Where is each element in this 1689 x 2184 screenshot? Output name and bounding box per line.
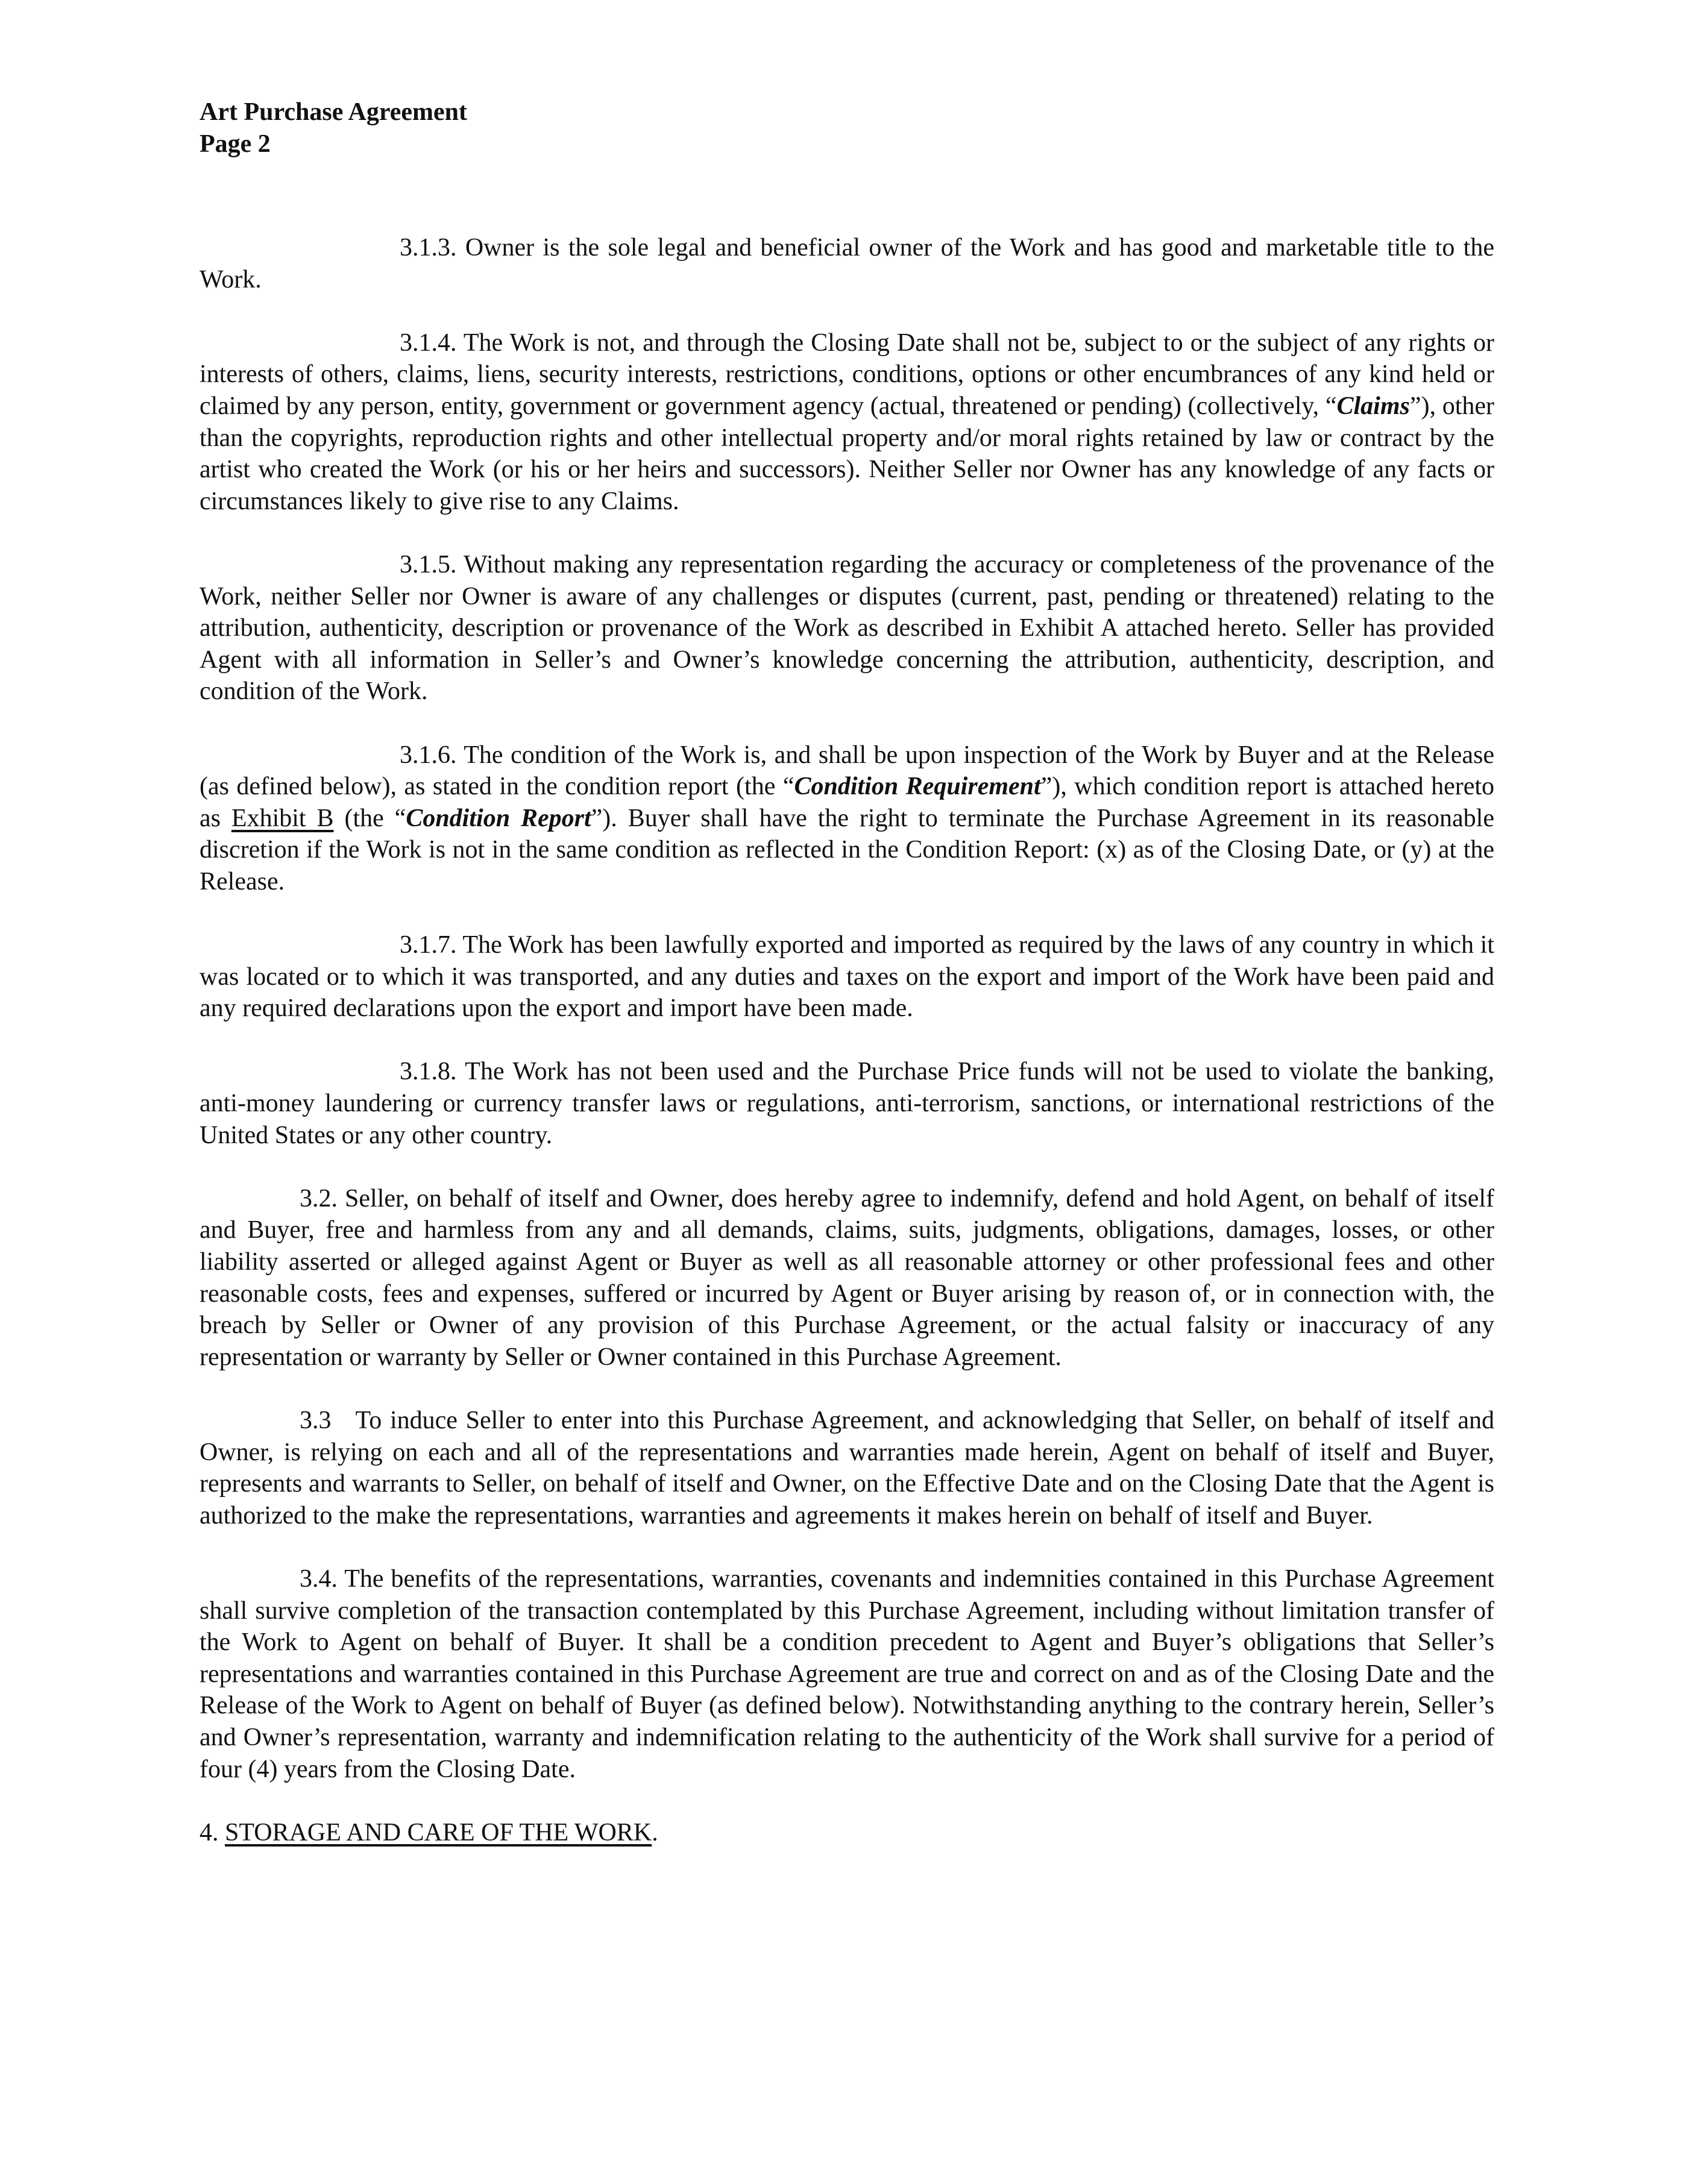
defined-term: Condition Requirement [794, 773, 1041, 801]
paragraph [200, 1817, 1494, 1849]
paragraph-text: 4. [200, 1818, 225, 1847]
paragraph-text: 3.1.6. The condition of the Work is, and shall be upon inspection of the Work by Buyer and at the Release (as defined below), as stated in the condition report (the “ [200, 741, 1494, 801]
document-header [200, 96, 467, 160]
defined-term: Condition Report [406, 804, 591, 832]
paragraph-text: ”), which condition report is attached hereto as [200, 773, 1495, 832]
paragraph-text: 3.4. The benefits of the representations, warranties, covenants and indemnities contained in this Purchase Agreement shall survive completion of the transaction contemplated by this Purchase Agreement, including without limitation transfer of the Work to Agent on behalf of Buyer. It shall be a condition precedent to Agent and Buyer’s obligations that Seller’s representations and warranties contained in this Purchase Agreement are true and correct on and as of the Closing Date and the Release of the Work to Agent on behalf of Buyer (as defined below). Notwithstanding anything to the contrary herein, Seller’s and Owner’s representation, warranty and indemnification relating to the authenticity of the Work shall survive for a period of four (4) years from the Closing Date. [200, 1564, 1494, 1783]
defined-term: Claims [1336, 392, 1410, 420]
paragraph [200, 232, 1494, 295]
underlined-text: STORAGE AND CARE OF THE WORK [225, 1818, 652, 1847]
paragraph-text: 3.1.5. Without making any representation regarding the accuracy or completeness of the provenance of the Work, neither Seller nor Owner is aware of any challenges or disputes (current, past, pending or threatened) relating to the attribution, authenticity, description or provenance of the Work as described in Exhibit A attached hereto. Seller has provided Agent with all information in Seller’s and Owner’s knowledge concerning the attribution, authenticity, description, and condition of the Work. [200, 550, 1494, 706]
paragraph [200, 1056, 1494, 1151]
paragraph-text: ”), other than the copyrights, reproduction rights and other intellectual property and/or moral rights retained by law or contract by the artist who created the Work (or his or her heirs and successors). Neither Seller nor Owner has any knowledge of any facts or circumstances likely to give rise to any Claims. [200, 392, 1494, 515]
paragraph-text: To induce Seller to enter into this Purchase Agreement, and acknowledging that Seller, on behalf of itself and Owner, is relying on each and all of the representations and warranties made herein, Agent on behalf of itself and Buyer, represents and warrants to Seller, on behalf of itself and Owner, on the Effective Date and on the Closing Date that the Agent is authorized to the make the representations, warranties and agreements it makes herein on behalf of itself and Buyer. [200, 1406, 1494, 1530]
paragraph-text: 3.2. Seller, on behalf of itself and Owner, does hereby agree to indemnify, defend and hold Agent, on behalf of itself and Buyer, free and harmless from any and all demands, claims, suits, judgments, obligations, damages, losses, or other liability asserted or alleged against Agent or Buyer as well as all reasonable attorney or other professional fees and other reasonable costs, fees and expenses, suffered or incurred by Agent or Buyer arising by reason of, or in connection with, the breach by Seller or Owner of any provision of this Purchase Agreement, or the actual falsity or inaccuracy of any representation or warranty by Seller or Owner contained in this Purchase Agreement. [200, 1184, 1494, 1371]
paragraph-text: 3.1.7. The Work has been lawfully exported and imported as required by the laws of any country in which it was located or to which it was transported, and any duties and taxes on the export and import of the Work have been paid and any required declarations upon the export and import have been made. [200, 931, 1494, 1023]
page-number: Page 2 [200, 130, 271, 158]
paragraph-text: . [652, 1818, 658, 1847]
document-title: Art Purchase Agreement [200, 98, 467, 126]
paragraph-text: 3.1.8. The Work has not been used and the Purchase Price funds will not be used to violate the banking, anti-money laundering or currency transfer laws or regulations, anti-terrorism, sanctions, or international restrictions of the United States or any other country. [200, 1058, 1494, 1149]
underlined-text: Exhibit B [231, 804, 334, 832]
paragraph [200, 549, 1494, 708]
paragraph [200, 739, 1494, 898]
paragraph [200, 1183, 1494, 1373]
paragraph-text: 3.1.4. The Work is not, and through the Closing Date shall not be, subject to or the subject of any rights or interests of others, claims, liens, security interests, restrictions, conditions, options or other encumbrances of any kind held or claimed by any person, entity, government or government agency (actual, threatened or pending) (collectively, “ [200, 328, 1494, 420]
paragraph [200, 327, 1494, 518]
paragraph-text: 3.1.3. Owner is the sole legal and beneficial owner of the Work and has good and marketable title to the Work. [200, 234, 1494, 293]
paragraph-text: ”). Buyer shall have the right to terminate the Purchase Agreement in its reasonable discretion if the Work is not in the same condition as reflected in the Condition Report: (x) as of the Closing Date, or (y) at the Release. [200, 804, 1494, 896]
paragraph [200, 1405, 1494, 1531]
paragraph [200, 1563, 1494, 1785]
paragraph [200, 929, 1494, 1025]
document-body [200, 232, 1494, 1880]
paragraph-text: 3.3 [300, 1406, 332, 1434]
paragraph-text: (the “ [333, 804, 406, 832]
